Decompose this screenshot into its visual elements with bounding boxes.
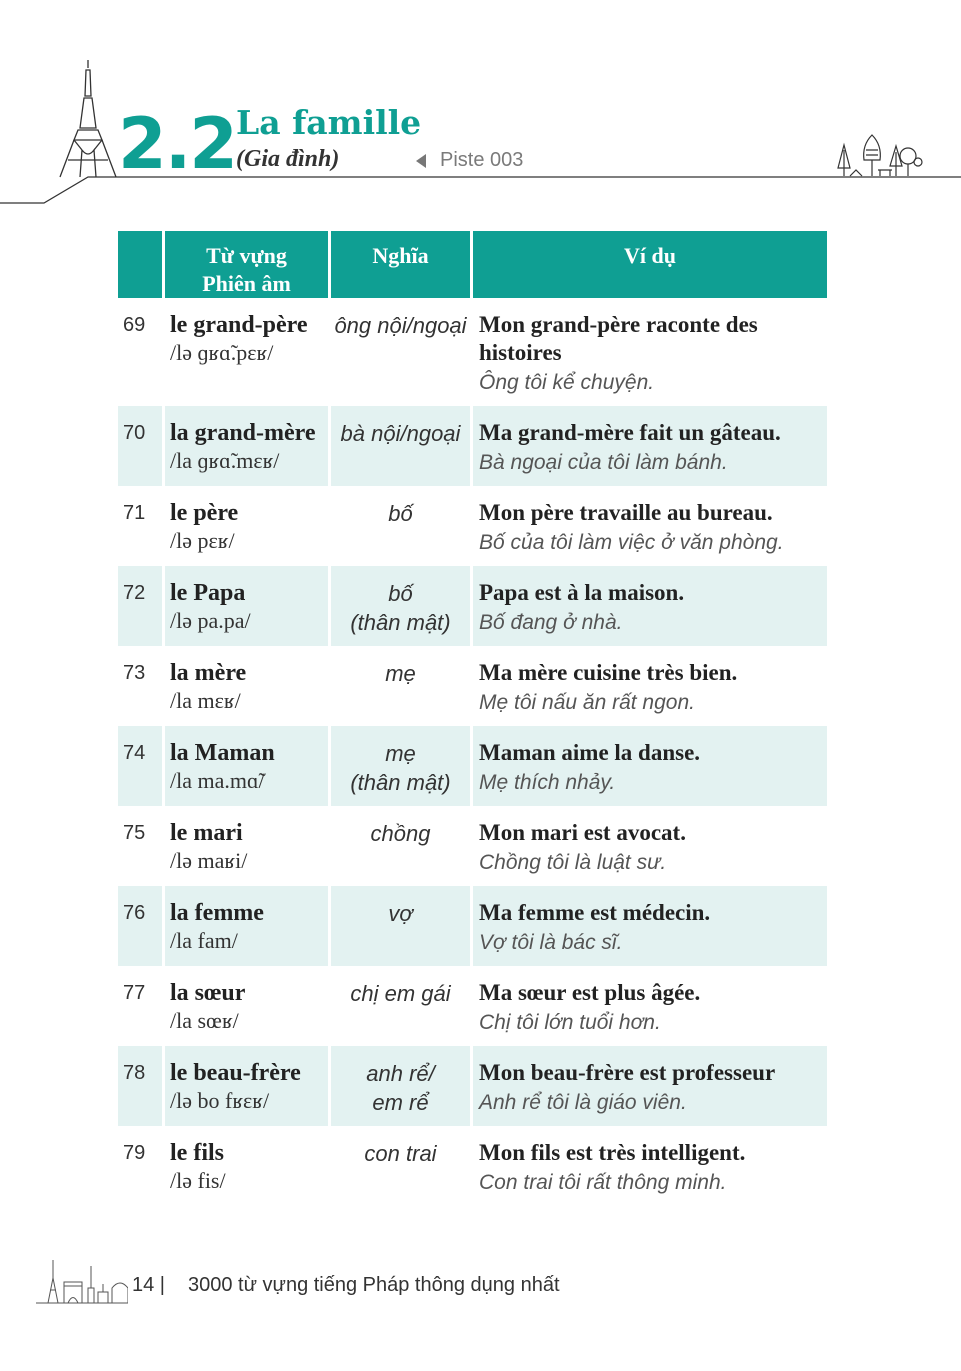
example-vietnamese: Ông tôi kể chuyện. bbox=[479, 371, 655, 394]
example-vietnamese: Bố đang ở nhà. bbox=[479, 611, 623, 634]
row-number: 69 bbox=[118, 298, 165, 406]
french-word: la femme bbox=[170, 900, 264, 926]
pronunciation: /lə maʁi/ bbox=[170, 848, 248, 873]
example-cell bbox=[473, 1126, 827, 1206]
table-row bbox=[118, 486, 827, 566]
example-french: Mon mari est avocat. bbox=[479, 820, 686, 845]
example-french: Papa est à la maison. bbox=[479, 580, 685, 605]
word-cell bbox=[165, 1126, 331, 1206]
table-row bbox=[118, 646, 827, 726]
example-vietnamese: Mẹ tôi nấu ăn rất ngon. bbox=[479, 691, 695, 714]
table-row bbox=[118, 406, 827, 486]
french-word: le beau-frère bbox=[170, 1060, 301, 1086]
track-label: Piste 003 bbox=[440, 149, 524, 171]
table-row bbox=[118, 726, 827, 806]
word-cell bbox=[165, 566, 331, 646]
table-row bbox=[118, 566, 827, 646]
header-number bbox=[118, 231, 165, 298]
page-number: 14 | bbox=[132, 1274, 165, 1296]
french-word: le fils bbox=[170, 1140, 224, 1166]
example-vietnamese: Con trai tôi rất thông minh. bbox=[479, 1171, 727, 1194]
section-number: 2.2 bbox=[118, 103, 237, 185]
french-word: le grand-père bbox=[170, 312, 308, 338]
meaning-cell bbox=[331, 806, 473, 886]
meaning-cell bbox=[331, 566, 473, 646]
pronunciation: /la mɛʁ/ bbox=[170, 688, 241, 713]
example-french: Ma mère cuisine très bien. bbox=[479, 660, 738, 685]
row-number: 72 bbox=[118, 566, 165, 646]
example-cell bbox=[473, 566, 827, 646]
vocabulary-table bbox=[118, 231, 827, 1206]
word-cell bbox=[165, 726, 331, 806]
example-french: Ma grand-mère fait un gâteau. bbox=[479, 420, 781, 445]
example-cell bbox=[473, 406, 827, 486]
example-french: Ma femme est médecin. bbox=[479, 900, 711, 925]
meaning-line: chồng bbox=[370, 821, 431, 846]
meaning-line: mẹ bbox=[385, 741, 416, 766]
example-vietnamese: Bố của tôi làm việc ở văn phòng. bbox=[479, 531, 784, 554]
pronunciation: /la fam/ bbox=[170, 928, 238, 953]
section-subtitle: (Gia đình) bbox=[236, 146, 340, 172]
example-vietnamese: Bà ngoại của tôi làm bánh. bbox=[479, 451, 728, 474]
example-cell bbox=[473, 806, 827, 886]
pronunciation: /la sœʁ/ bbox=[170, 1008, 239, 1033]
meaning-line: bố bbox=[388, 501, 413, 526]
row-number: 78 bbox=[118, 1046, 165, 1126]
header-meaning: Nghĩa bbox=[331, 231, 473, 298]
word-cell bbox=[165, 298, 331, 406]
example-vietnamese: Vợ tôi là bác sĩ. bbox=[479, 931, 623, 954]
meaning-line: ông nội/ngoại bbox=[334, 313, 467, 338]
meaning-cell bbox=[331, 298, 473, 406]
example-vietnamese: Chồng tôi là luật sư. bbox=[479, 851, 667, 874]
example-vietnamese: Chị tôi lớn tuổi hơn. bbox=[479, 1011, 661, 1034]
table-header-row bbox=[118, 231, 827, 298]
meaning-line: bố bbox=[388, 581, 413, 606]
example-cell bbox=[473, 646, 827, 726]
meaning-cell bbox=[331, 486, 473, 566]
footer-skyline-icon bbox=[36, 1248, 128, 1304]
speaker-icon bbox=[416, 154, 426, 168]
row-number: 71 bbox=[118, 486, 165, 566]
header-word bbox=[165, 231, 331, 298]
table-row bbox=[118, 1046, 827, 1126]
meaning-line: chị em gái bbox=[350, 981, 451, 1006]
meaning-cell bbox=[331, 886, 473, 966]
meaning-cell bbox=[331, 966, 473, 1046]
word-cell bbox=[165, 1046, 331, 1126]
pronunciation: /la ma.mɑ̃/ bbox=[170, 768, 265, 793]
pronunciation: /lə ɡʁɑ̃.pɛʁ/ bbox=[170, 340, 274, 365]
example-french: Mon grand-père raconte des histoires bbox=[479, 312, 758, 365]
french-word: le mari bbox=[170, 820, 243, 846]
example-cell bbox=[473, 486, 827, 566]
example-french: Mon père travaille au bureau. bbox=[479, 500, 773, 525]
meaning-line: con trai bbox=[364, 1141, 437, 1166]
french-word: la mère bbox=[170, 660, 247, 686]
row-number: 74 bbox=[118, 726, 165, 806]
row-number: 79 bbox=[118, 1126, 165, 1206]
meaning-line: anh rể/ bbox=[366, 1061, 435, 1086]
meaning-cell bbox=[331, 1126, 473, 1206]
header-word-line1: Từ vựng bbox=[206, 243, 287, 268]
meaning-line: vợ bbox=[388, 901, 413, 926]
meaning-line: em rể bbox=[372, 1090, 429, 1115]
word-cell bbox=[165, 806, 331, 886]
meaning-line: (thân mật) bbox=[350, 610, 451, 635]
meaning-cell bbox=[331, 406, 473, 486]
row-number: 77 bbox=[118, 966, 165, 1046]
meaning-line: (thân mật) bbox=[350, 770, 451, 795]
pronunciation: /lə bo fʁɛʁ/ bbox=[170, 1088, 270, 1113]
header-example: Ví dụ bbox=[473, 231, 827, 298]
example-cell bbox=[473, 1046, 827, 1126]
word-cell bbox=[165, 886, 331, 966]
example-french: Ma sœur est plus âgée. bbox=[479, 980, 701, 1005]
example-cell bbox=[473, 298, 827, 406]
header-word-line2: Phiên âm bbox=[202, 271, 291, 296]
audio-track[interactable] bbox=[416, 149, 523, 172]
example-french: Mon beau-frère est professeur bbox=[479, 1060, 776, 1085]
meaning-cell bbox=[331, 646, 473, 726]
meaning-cell bbox=[331, 1046, 473, 1126]
meaning-cell bbox=[331, 726, 473, 806]
example-cell bbox=[473, 966, 827, 1046]
row-number: 75 bbox=[118, 806, 165, 886]
pronunciation: /lə fis/ bbox=[170, 1168, 226, 1193]
row-number: 76 bbox=[118, 886, 165, 966]
example-cell bbox=[473, 726, 827, 806]
word-cell bbox=[165, 966, 331, 1046]
row-number: 73 bbox=[118, 646, 165, 726]
pronunciation: /la ɡʁɑ̃.mɛʁ/ bbox=[170, 448, 280, 473]
meaning-line: bà nội/ngoại bbox=[340, 421, 461, 446]
french-word: le père bbox=[170, 500, 239, 526]
word-cell bbox=[165, 406, 331, 486]
example-french: Maman aime la danse. bbox=[479, 740, 701, 765]
example-vietnamese: Anh rể tôi là giáo viên. bbox=[479, 1091, 687, 1114]
french-word: la sœur bbox=[170, 980, 246, 1006]
table-row bbox=[118, 806, 827, 886]
meaning-line: mẹ bbox=[385, 661, 416, 686]
example-cell bbox=[473, 886, 827, 966]
example-vietnamese: Mẹ thích nhảy. bbox=[479, 771, 616, 794]
french-word: le Papa bbox=[170, 580, 246, 606]
pronunciation: /lə pɛʁ/ bbox=[170, 528, 235, 553]
table-row bbox=[118, 966, 827, 1046]
table-row bbox=[118, 298, 827, 406]
book-title: 3000 từ vựng tiếng Pháp thông dụng nhất bbox=[188, 1274, 560, 1296]
word-cell bbox=[165, 646, 331, 726]
example-french: Mon fils est très intelligent. bbox=[479, 1140, 746, 1165]
pronunciation: /lə pa.pa/ bbox=[170, 608, 251, 633]
french-word: la grand-mère bbox=[170, 420, 316, 446]
row-number: 70 bbox=[118, 406, 165, 486]
word-cell bbox=[165, 486, 331, 566]
french-word: la Maman bbox=[170, 740, 275, 766]
table-row bbox=[118, 886, 827, 966]
section-title: La famille bbox=[236, 103, 422, 142]
table-row bbox=[118, 1126, 827, 1206]
